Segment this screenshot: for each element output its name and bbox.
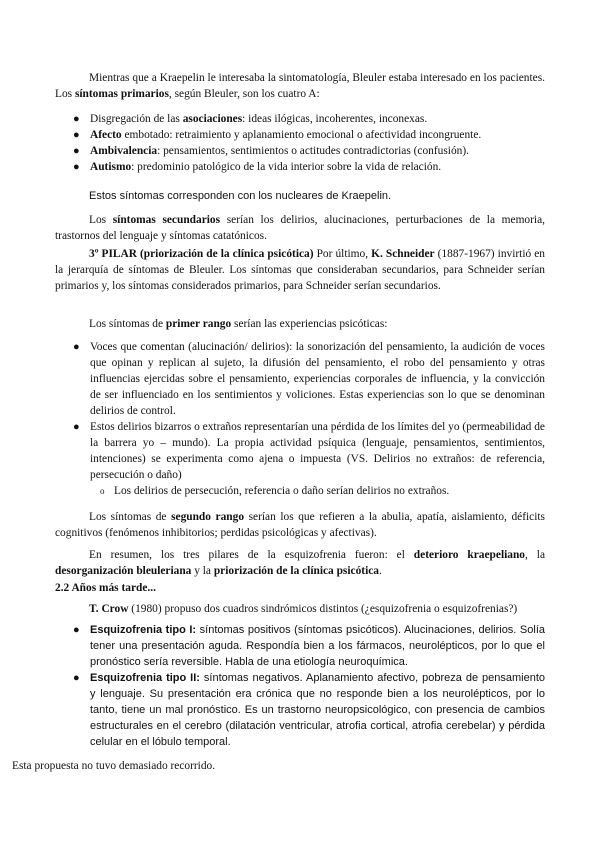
text: Los síntomas de <box>89 318 166 330</box>
bold-term: priorización de la clínica psicótica <box>213 565 379 577</box>
bold-term: Autismo <box>90 161 132 173</box>
bold-term: Esquizofrenia tipo II: <box>90 672 200 684</box>
list-item <box>55 419 545 483</box>
sub-list-item <box>100 483 449 499</box>
paragraph-secundarios <box>55 212 545 244</box>
text: y la <box>191 565 214 577</box>
text: serían los delirios, alucinaciones, perturbaciones de la memoria, trastornos del lenguaje y síntomas catatónicos. <box>55 214 545 242</box>
list-item <box>55 339 545 419</box>
text: Disgregación de las <box>90 113 183 125</box>
text: síntomas negativos. Aplanamiento afectivo, pobreza de pensamiento y lenguaje. Su presentación era crónica que no responde bien a los neurolépticos, por lo tanto, tiene un mal pronóstico. Es un trastorno neuropsicológico, con presencia de cambios estructurales en el cerebro (dilatación ventricular, atrofia cortical, atrofia cerebelar) y pérdida celular en el lóbulo temporal. <box>90 672 546 748</box>
bold-term: desorganización bleuleriana <box>55 565 192 577</box>
bullet-icon: ● <box>73 161 80 173</box>
four-a-list <box>55 111 545 175</box>
paragraph-conclusion <box>12 758 502 774</box>
text: : pensamientos, sentimientos o actitudes contradictorias (confusión). <box>157 145 469 157</box>
bullet-icon: ● <box>73 624 80 636</box>
text: Mientras que a Kraepelin le interesaba la sintomatología, Bleuler estaba interesado en los pacientes. Los <box>55 72 545 100</box>
text: En resumen, los tres pilares de la esquizofrenia fueron: el <box>89 549 414 561</box>
bullet-icon: ● <box>73 421 80 433</box>
bold-term: síntomas secundarios <box>112 214 221 226</box>
list-item <box>55 159 545 175</box>
text: : ideas ilógicas, incoherentes, inconexas. <box>242 113 428 125</box>
bold-term: síntomas primarios <box>74 88 169 100</box>
paragraph-tercer-pilar <box>55 246 545 294</box>
text: : predominio patológico de la vida interior sobre la vida de relación. <box>131 161 442 173</box>
text: , según Bleuler, son los cuatro A: <box>168 88 320 100</box>
crow-types-list <box>55 622 545 750</box>
text: Los delirios de persecución, referencia o daño serían delirios no extraños. <box>114 485 450 497</box>
bold-term: T. Crow <box>89 603 129 615</box>
paragraph-bleuler-intro <box>55 70 545 102</box>
heading-text: 2.2 Años más tarde... <box>55 582 156 594</box>
text: (1887-1967) invirtió en la jerarquía de síntomas de Bleuler. Los síntomas que consideraban secundarios, para Schneider serían primarios y, los síntomas considerados primarios, para Schneider serían secundarios. <box>55 248 545 292</box>
bold-term: Afecto <box>90 129 122 141</box>
bold-term: K. Schneider <box>371 248 435 260</box>
bold-term: Ambivalencia <box>90 145 158 157</box>
bold-term: segundo rango <box>171 511 245 523</box>
text: Esta propuesta no tuvo demasiado recorrido. <box>12 760 216 772</box>
list-item <box>55 670 545 750</box>
text: . <box>379 565 382 577</box>
paragraph-nucleares <box>55 188 545 204</box>
bullet-icon: ● <box>73 129 80 141</box>
bold-term: Esquizofrenia tipo I: <box>90 624 197 636</box>
text: Estos síntomas corresponden con los nucleares de Kraepelin. <box>89 190 392 202</box>
text: embotado: retraimiento y aplanamiento emocional o afectividad incongruente. <box>121 129 482 141</box>
list-item <box>55 111 545 127</box>
text: serían los que refieren a la abulia, apatía, aislamiento, déficits cognitivos (fenómenos inhibitorios; perdidas psicológicas y afectivas). <box>55 511 545 539</box>
text: Por último, <box>313 248 372 260</box>
list-item <box>55 622 545 670</box>
list-item <box>55 127 545 143</box>
primer-rango-list <box>55 339 545 483</box>
bullet-icon: ● <box>73 341 80 353</box>
paragraph-segundo-rango <box>55 509 545 541</box>
text: síntomas positivos (síntomas psicóticos). Alucinaciones, delirios. Solía tener una presentación aguda. Respondía bien a los fármacos, neurolépticos, por lo que el pronóstico sería reversible. Habla de una etiología neuroquímica. <box>90 624 545 668</box>
bullet-icon: ● <box>73 672 80 684</box>
bold-term: primer rango <box>165 318 232 330</box>
paragraph-primer-rango <box>55 316 545 332</box>
bold-term: 3º PILAR (priorización de la clínica psicótica) <box>89 248 314 260</box>
text: Los síntomas de <box>89 511 172 523</box>
text: Voces que comentan (alucinación/ delirios): la sonorización del pensamiento, la audición de voces que opinan y replican al sujeto, la difusión del pensamiento, el robo del pensamiento y otras influencias ejercidas sobre el pensamiento, experiencias corporales de influencia, y la convicción de ser influenciado en los sentimientos y voliciones. Estas experiencias son lo que se denominan delirios de control. <box>90 341 545 417</box>
paragraph-resumen <box>55 547 545 579</box>
text: Los <box>89 214 113 226</box>
list-item <box>55 143 545 159</box>
text: Estos delirios bizarros o extraños representarían una pérdida de los límites del yo (permeabilidad de la barrera yo – mundo). La propia actividad psíquica (lenguaje, pensamientos, sentimientos, intenciones) se experimenta como ajena o impuesta (VS. Delirios no extraños: de referencia, persecución o daño) <box>90 421 545 481</box>
paragraph-crow <box>55 601 545 617</box>
bold-term: asociaciones <box>182 113 243 125</box>
text: serían las experiencias psicóticas: <box>231 318 388 330</box>
section-heading <box>55 580 545 596</box>
circle-bullet-icon: o <box>100 486 105 496</box>
text: , la <box>525 549 546 561</box>
bullet-icon: ● <box>73 113 80 125</box>
bold-term: deterioro kraepeliano <box>413 549 526 561</box>
bullet-icon: ● <box>73 145 80 157</box>
text: (1980) propuso dos cuadros sindrómicos distintos (¿esquizofrenia o esquizofrenias?) <box>128 603 518 615</box>
